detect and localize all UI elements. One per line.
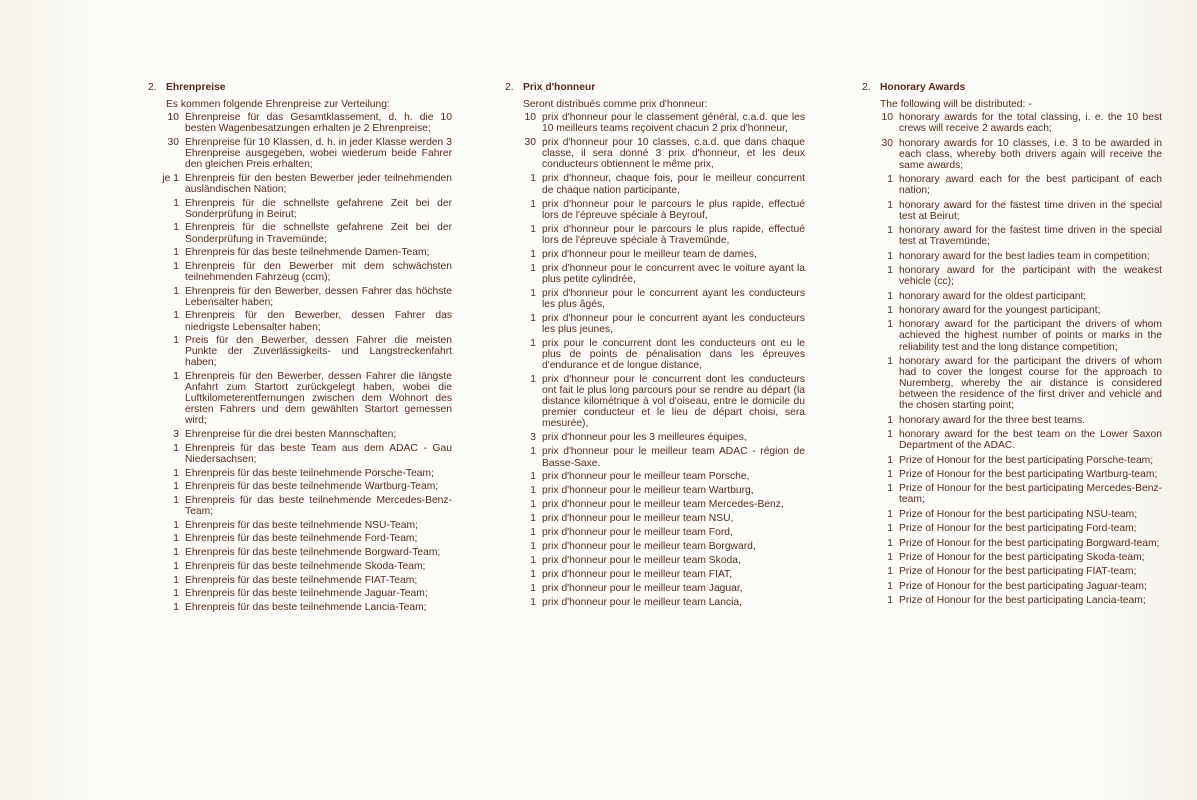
award-quantity: 1: [887, 290, 893, 302]
section-title: Ehrenpreise: [166, 82, 226, 93]
award-list-item: [148, 261, 452, 283]
award-quantity: 1: [887, 537, 893, 549]
award-quantity: 1: [530, 485, 536, 497]
award-quantity: 1: [887, 355, 893, 367]
section-intro: Seront distribués comme prix d'honneur:: [523, 99, 708, 111]
award-list-item: [148, 602, 452, 613]
award-list-item: [862, 483, 1162, 505]
section-number: 2.: [505, 82, 514, 93]
award-description: honorary awards for 10 classes, i.e. 3 to be awarded in each class, whereby both drivers again will receive the same awards;: [899, 137, 1162, 171]
award-list-item: [505, 249, 805, 260]
section-number: 2.: [862, 82, 871, 93]
award-list-item: [862, 429, 1162, 451]
award-description: prix d'honneur pour les 3 meilleures équipes,: [542, 432, 747, 444]
award-quantity: 1: [173, 285, 179, 297]
award-quantity: 1: [530, 173, 536, 185]
award-description: honorary award for the youngest participant;: [899, 304, 1101, 316]
award-list-item: [505, 432, 805, 443]
award-description: Prize of Honour for the best participating Wartburg-team;: [899, 468, 1158, 480]
award-description: Ehrenpreis für das beste teilnehmende Skoda-Team;: [185, 560, 426, 572]
award-description: honorary award for the participant with the weakest vehicle (cc);: [899, 265, 1162, 288]
award-list-item: [505, 288, 805, 310]
award-list-item: [148, 561, 452, 572]
award-quantity: 1: [887, 580, 893, 592]
award-quantity: 1: [887, 566, 893, 578]
award-description: prix d'honneur pour le meilleur team Lancia,: [542, 597, 743, 609]
award-quantity: 1: [173, 495, 179, 506]
award-description: Ehrenpreis für das beste teilnehmende Borgward-Team;: [185, 547, 441, 559]
award-list-item: [505, 583, 805, 594]
award-description: Ehrenpreise für 10 Klassen, d. h. in jeder Klasse werden 3 Ehrenpreise ausgegeben, wobei wiederum beide Fahrer den gleichen Preis erhalten;: [185, 136, 452, 171]
award-list-item: [148, 443, 452, 465]
award-quantity: 1: [530, 287, 536, 299]
award-list-item: [862, 469, 1162, 480]
award-quantity: 30: [524, 137, 536, 149]
award-quantity: 1: [173, 260, 179, 272]
section-heading: [862, 82, 1162, 93]
award-description: prix d'honneur pour le meilleur team ADAC - région de Basse-Saxe.: [542, 446, 805, 469]
award-list-item: [862, 566, 1162, 577]
section-heading: [505, 82, 805, 93]
award-list-item: [148, 371, 452, 426]
award-description: Prize of Honour for the best participating Borgward-team;: [899, 537, 1160, 549]
award-list-item: [505, 597, 805, 608]
award-quantity: 1: [530, 198, 536, 210]
award-quantity: 3: [530, 432, 536, 444]
award-list-item: [505, 541, 805, 552]
award-description: honorary award for the oldest participant;: [899, 290, 1087, 302]
award-list-item: [148, 198, 452, 220]
award-description: Prize of Honour for the best participating Ford-team;: [899, 523, 1137, 535]
award-list-item: [148, 222, 452, 244]
award-quantity: 1: [530, 262, 536, 274]
award-description: Ehrenpreis für das beste teilnehmende Porsche-Team;: [185, 467, 434, 479]
award-quantity: 1: [887, 414, 893, 426]
award-quantity: 1: [887, 319, 893, 331]
award-list-item: [148, 575, 452, 586]
award-list-item: [862, 455, 1162, 466]
award-description: Ehrenpreis für das beste teilnehmende Jaguar-Team;: [185, 588, 428, 600]
award-list-item: [862, 552, 1162, 563]
award-quantity: 1: [173, 519, 179, 531]
award-description: Ehrenpreis für den Bewerber mit dem schwächsten teilnehmenden Fahrzeug (ccm);: [185, 260, 452, 283]
award-list-item: [505, 338, 805, 371]
award-quantity: 1: [530, 337, 536, 349]
award-description: Ehrenpreis für das beste teilnehmende FIAT-Team;: [185, 574, 418, 586]
award-quantity: 1: [887, 265, 893, 277]
award-list-item: [148, 137, 452, 170]
award-description: prix d'honneur pour le meilleur team Jaguar,: [542, 583, 743, 595]
award-quantity: 1: [887, 454, 893, 466]
award-quantity: 1: [887, 225, 893, 237]
award-description: prix d'honneur pour le meilleur team Porsche,: [542, 471, 750, 483]
award-quantity: 1: [530, 527, 536, 539]
award-quantity: 1: [887, 250, 893, 262]
award-list-item: [862, 356, 1162, 411]
award-quantity: 1: [173, 588, 179, 600]
award-description: Prize of Honour for the best participating Jaguar-team;: [899, 580, 1147, 592]
award-description: prix d'honneur pour le meilleur team NSU,: [542, 513, 734, 525]
award-quantity: 1: [173, 247, 179, 259]
award-description: Preis für den Bewerber, dessen Fahrer die meisten Punkte der Zuverlässigkeits- und Langstreckenfahrt haben;: [185, 335, 452, 369]
award-description: Prize of Honour for the best participating Mercedes-Benz-team;: [899, 483, 1162, 506]
award-description: prix d'honneur pour 10 classes, c.a.d. que dans chaque classe, il sera donné 3 prix d'honneur, et les deux conducteurs obtiennent le même prix,: [542, 137, 805, 171]
award-description: Prize of Honour for the best participating NSU-team;: [899, 508, 1138, 520]
award-list-item: [505, 173, 805, 195]
award-list-item: [862, 138, 1162, 171]
award-list-item: [862, 319, 1162, 352]
award-quantity: 1: [887, 429, 893, 441]
award-list-item: [505, 471, 805, 482]
award-list-item: [148, 173, 452, 195]
award-list-item: [148, 481, 452, 492]
award-quantity: 1: [530, 597, 536, 609]
award-list-item: [862, 174, 1162, 196]
award-quantity: 1: [530, 446, 536, 458]
award-description: Prize of Honour for the best participating Lancia-team;: [899, 595, 1146, 607]
award-description: Ehrenpreis für das beste teilnehmende Wartburg-Team;: [185, 481, 439, 493]
award-list-item: [862, 523, 1162, 534]
award-description: Ehrenpreis für den Bewerber, dessen Fahrer das niedrigste Lebensalter haben;: [185, 310, 452, 333]
award-description: prix d'honneur pour le concurrent ayant les conducteurs les plus âgés,: [542, 287, 805, 310]
award-quantity: 1: [173, 335, 179, 347]
award-quantity: je 1: [162, 172, 179, 184]
award-list-item: [505, 499, 805, 510]
award-description: Ehrenpreis für den Bewerber, dessen Fahrer die längste Anfahrt zum Startort zurückgelegt haben, wobei die Luftkilometerentfernungen zwischen dem Wohnort des ersten Fahrers und dem gewählten Startort gemessen wird;: [185, 371, 452, 427]
award-description: Ehrenpreis für das beste Team aus dem ADAC - Gau Niedersachsen;: [185, 442, 452, 465]
award-quantity: 3: [173, 429, 179, 441]
award-quantity: 30: [881, 137, 893, 149]
award-list-item: [148, 286, 452, 308]
award-description: Ehrenpreis für das beste teilnehmende Mercedes-Benz-Team;: [185, 495, 452, 518]
award-list-item: [505, 569, 805, 580]
award-list-item: [862, 509, 1162, 520]
award-description: Ehrenpreis für das beste teilnehmende Lancia-Team;: [185, 601, 427, 613]
award-description: Prize of Honour for the best participating FIAT-team;: [899, 566, 1137, 578]
award-list-item: [148, 495, 452, 517]
award-list-item: [862, 305, 1162, 316]
award-list-item: [862, 251, 1162, 262]
award-list-item: [862, 581, 1162, 592]
section-title: Prix d'honneur: [523, 82, 596, 93]
award-description: prix d'honneur pour le concurrent dont les conducteurs ont fait le plus long parcours pour se rendre au départ (la distance kilométrique à vol d'oiseau, entre le domicile du premier conducteur et le lieu de départ choisi, sera mesurée),: [542, 374, 805, 430]
award-description: Ehrenpreis für die schnellste gefahrene Zeit bei der Sonderprüfung in Travemünde;: [185, 222, 452, 245]
award-list-item: [148, 247, 452, 258]
award-quantity: 1: [173, 601, 179, 613]
award-list-item: [148, 310, 452, 332]
award-description: Ehrenpreise für das Gesamtklassement, d. h. die 10 besten Wagenbesatzungen erhalten je 2 Ehrenpreise;: [185, 112, 452, 135]
award-list: [505, 112, 805, 608]
award-description: Ehrenpreis für das beste teilnehmende Damen-Team;: [185, 247, 430, 259]
english-column: [862, 82, 1162, 610]
award-description: Ehrenpreis für das beste teilnehmende Ford-Team;: [185, 533, 418, 545]
award-description: prix d'honneur pour le classement général, c.a.d. que les 10 meilleurs teams reçoivent chacun 2 prix d'honneur,: [542, 112, 805, 135]
award-quantity: 1: [887, 304, 893, 316]
award-quantity: 1: [530, 541, 536, 553]
award-description: prix d'honneur pour le meilleur team FIAT,: [542, 569, 733, 581]
award-quantity: 1: [887, 468, 893, 480]
award-list-item: [862, 112, 1162, 134]
award-quantity: 1: [887, 174, 893, 186]
award-list-item: [148, 520, 452, 531]
award-description: Prize of Honour for the best participating Porsche-team;: [899, 454, 1154, 466]
award-quantity: 1: [173, 222, 179, 234]
award-quantity: 1: [173, 310, 179, 322]
award-list: [148, 112, 452, 613]
award-quantity: 1: [173, 560, 179, 572]
award-quantity: 1: [530, 499, 536, 511]
award-quantity: 1: [530, 555, 536, 567]
award-list-item: [505, 555, 805, 566]
award-description: prix d'honneur pour le meilleur team Mercedes-Benz,: [542, 499, 784, 511]
award-quantity: 1: [173, 533, 179, 545]
award-description: Ehrenpreis für den besten Bewerber jeder teilnehmenden ausländischen Nation;: [185, 172, 452, 195]
award-list-item: [862, 291, 1162, 302]
award-list-item: [505, 513, 805, 524]
award-quantity: 1: [530, 374, 536, 386]
award-description: Ehrenpreis für die schnellste gefahrene Zeit bei der Sonderprüfung in Beirut;: [185, 197, 452, 220]
award-list-item: [862, 595, 1162, 606]
award-description: Prize of Honour for the best participating Skoda-team;: [899, 552, 1145, 564]
award-list-item: [862, 200, 1162, 222]
award-quantity: 1: [173, 547, 179, 559]
award-quantity: 1: [887, 483, 893, 495]
award-quantity: 1: [887, 523, 893, 535]
section-intro: The following will be distributed: -: [880, 99, 1032, 111]
award-description: prix pour le concurrent dont les conducteurs ont eu le plus de points de pénalisation dans les épreuves d'endurance et de longue distance,: [542, 337, 805, 372]
award-list-item: [148, 547, 452, 558]
award-quantity: 10: [524, 112, 536, 124]
award-description: honorary award for the fastest time driven in the special test at Beirut;: [899, 199, 1162, 222]
award-description: prix d'honneur pour le concurrent ayant les conducteurs les plus jeunes,: [542, 312, 805, 335]
award-description: Ehrenpreis für das beste teilnehmende NSU-Team;: [185, 519, 418, 531]
award-quantity: 1: [887, 595, 893, 607]
award-list-item: [862, 265, 1162, 287]
award-list-item: [862, 415, 1162, 426]
award-description: honorary awards for the total classing, i. e. the 10 best crews will receive 2 awards each;: [899, 112, 1162, 135]
award-quantity: 1: [173, 371, 179, 383]
award-quantity: 10: [881, 112, 893, 124]
award-description: prix d'honneur pour le meilleur team de dames,: [542, 248, 757, 260]
award-quantity: 1: [530, 223, 536, 235]
award-description: honorary award for the participant the drivers of whom had to cover the longest course for the approach to Nuremberg, whereby the air distance is considered between the residence of the first driver and vehicle and the chosen starting point;: [899, 355, 1162, 412]
award-description: honorary award for the best team on the Lower Saxon Department of the ADAC.: [899, 429, 1162, 452]
award-quantity: 1: [173, 197, 179, 209]
award-list-item: [505, 485, 805, 496]
award-list-item: [148, 112, 452, 134]
award-quantity: 30: [167, 136, 179, 148]
award-quantity: 1: [530, 513, 536, 525]
award-list-item: [148, 588, 452, 599]
award-list-item: [505, 446, 805, 468]
award-list-item: [148, 335, 452, 368]
award-quantity: 1: [530, 312, 536, 324]
award-description: honorary award for the participant the drivers of whom achieved the highest number of points or marks in the reliability test and the long distance competition;: [899, 319, 1162, 353]
award-description: honorary award for the three best teams.: [899, 414, 1086, 426]
award-description: prix d'honneur pour le meilleur team Skoda,: [542, 555, 741, 567]
award-list-item: [505, 374, 805, 429]
award-description: prix d'honneur, chaque fois, pour le meilleur concurrent de chaque nation participante,: [542, 173, 805, 196]
award-quantity: 1: [887, 199, 893, 211]
award-list-item: [505, 263, 805, 285]
award-quantity: 1: [173, 481, 179, 493]
award-quantity: 1: [173, 442, 179, 454]
award-description: honorary award each for the best participant of each nation;: [899, 174, 1162, 197]
award-list-item: [505, 112, 805, 134]
award-description: honorary award for the fastest time driven in the special test at Travemünde;: [899, 225, 1162, 248]
award-description: prix d'honneur pour le parcours le plus rapide, effectué lors de l'épreuve spéciale à Travemünde,: [542, 223, 805, 246]
award-list-item: [862, 538, 1162, 549]
award-list-item: [148, 468, 452, 479]
section-number: 2.: [148, 82, 157, 93]
award-list-item: [505, 199, 805, 221]
award-description: prix d'honneur pour le meilleur team Ford,: [542, 527, 733, 539]
award-quantity: 1: [173, 574, 179, 586]
award-quantity: 10: [167, 112, 179, 124]
award-description: prix d'honneur pour le meilleur team Borgward,: [542, 541, 756, 553]
award-list-item: [505, 527, 805, 538]
award-description: prix d'honneur pour le parcours le plus rapide, effectué lors de l'épreuve spéciale à Beyrouf,: [542, 198, 805, 221]
award-list-item: [505, 224, 805, 246]
award-list-item: [148, 429, 452, 440]
award-description: prix d'honneur pour le concurrent avec le voiture ayant la plus petite cylindrée,: [542, 262, 805, 285]
award-list-item: [505, 137, 805, 170]
award-quantity: 1: [887, 552, 893, 564]
award-list-item: [505, 313, 805, 335]
award-quantity: 1: [530, 569, 536, 581]
award-quantity: 1: [530, 583, 536, 595]
french-column: [505, 82, 805, 611]
award-list-item: [148, 533, 452, 544]
section-title: Honorary Awards: [880, 82, 966, 93]
award-list: [862, 112, 1162, 606]
award-description: honorary award for the best ladies team in competition;: [899, 250, 1150, 262]
award-quantity: 1: [887, 508, 893, 520]
section-intro: Es kommen folgende Ehrenpreise zur Verteilung:: [166, 99, 390, 111]
german-column: [148, 82, 452, 616]
award-quantity: 1: [530, 248, 536, 260]
award-list-item: [862, 225, 1162, 247]
award-description: Ehrenpreise für die drei besten Mannschaften;: [185, 429, 397, 441]
section-heading: [148, 82, 452, 93]
award-quantity: 1: [530, 471, 536, 483]
award-quantity: 1: [173, 467, 179, 479]
award-description: prix d'honneur pour le meilleur team Wartburg,: [542, 485, 754, 497]
award-description: Ehrenpreis für den Bewerber, dessen Fahrer das höchste Lebensalter haben;: [185, 285, 452, 308]
